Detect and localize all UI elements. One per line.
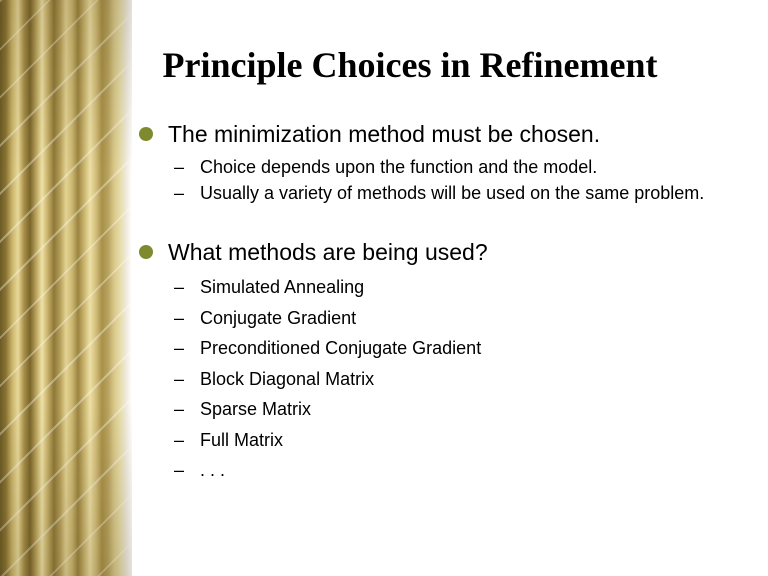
bullet-text: The minimization method must be chosen. [168, 121, 601, 147]
sub-item [174, 455, 720, 486]
sub-item [174, 154, 720, 180]
dash-icon: – [174, 157, 185, 177]
sub-item [174, 425, 720, 456]
sub-list-methods [138, 272, 738, 486]
sub-item [174, 303, 720, 334]
bullet-item-methods [138, 236, 738, 268]
sub-item-text: . . . [200, 460, 226, 480]
sub-item-text: Simulated Annealing [200, 277, 365, 297]
bullet-dot-icon [139, 245, 153, 259]
pillar-shading [0, 0, 132, 576]
bullet-dot-icon [139, 127, 153, 141]
slide-content [138, 118, 738, 486]
sub-item-text: Full Matrix [200, 429, 284, 450]
dash-icon: – [174, 307, 185, 328]
dash-icon: – [174, 338, 185, 358]
dash-icon: – [174, 277, 185, 297]
dash-icon: – [174, 183, 185, 203]
sub-list-minimization [138, 154, 738, 206]
bullet-text: What methods are being used? [168, 239, 488, 265]
sub-item [174, 180, 720, 206]
sub-item [174, 364, 720, 395]
bullet-item-minimization [138, 118, 738, 150]
slide-title: Principle Choices in Refinement [162, 45, 658, 85]
sub-item [174, 394, 720, 425]
dash-icon: – [174, 460, 185, 480]
sub-item-text: Choice depends upon the function and the model. [200, 157, 598, 177]
dash-icon: – [174, 368, 185, 389]
sub-item-text: Preconditioned Conjugate Gradient [200, 338, 482, 358]
sub-item-text: Sparse Matrix [200, 399, 312, 419]
sub-item-text: Usually a variety of methods will be used on the same problem. [200, 183, 705, 203]
sub-item-text: Block Diagonal Matrix [200, 368, 375, 389]
sub-item [174, 333, 720, 364]
sub-item-text: Conjugate Gradient [200, 307, 357, 328]
sub-item [174, 272, 720, 303]
dash-icon: – [174, 429, 185, 450]
dash-icon: – [174, 399, 185, 419]
